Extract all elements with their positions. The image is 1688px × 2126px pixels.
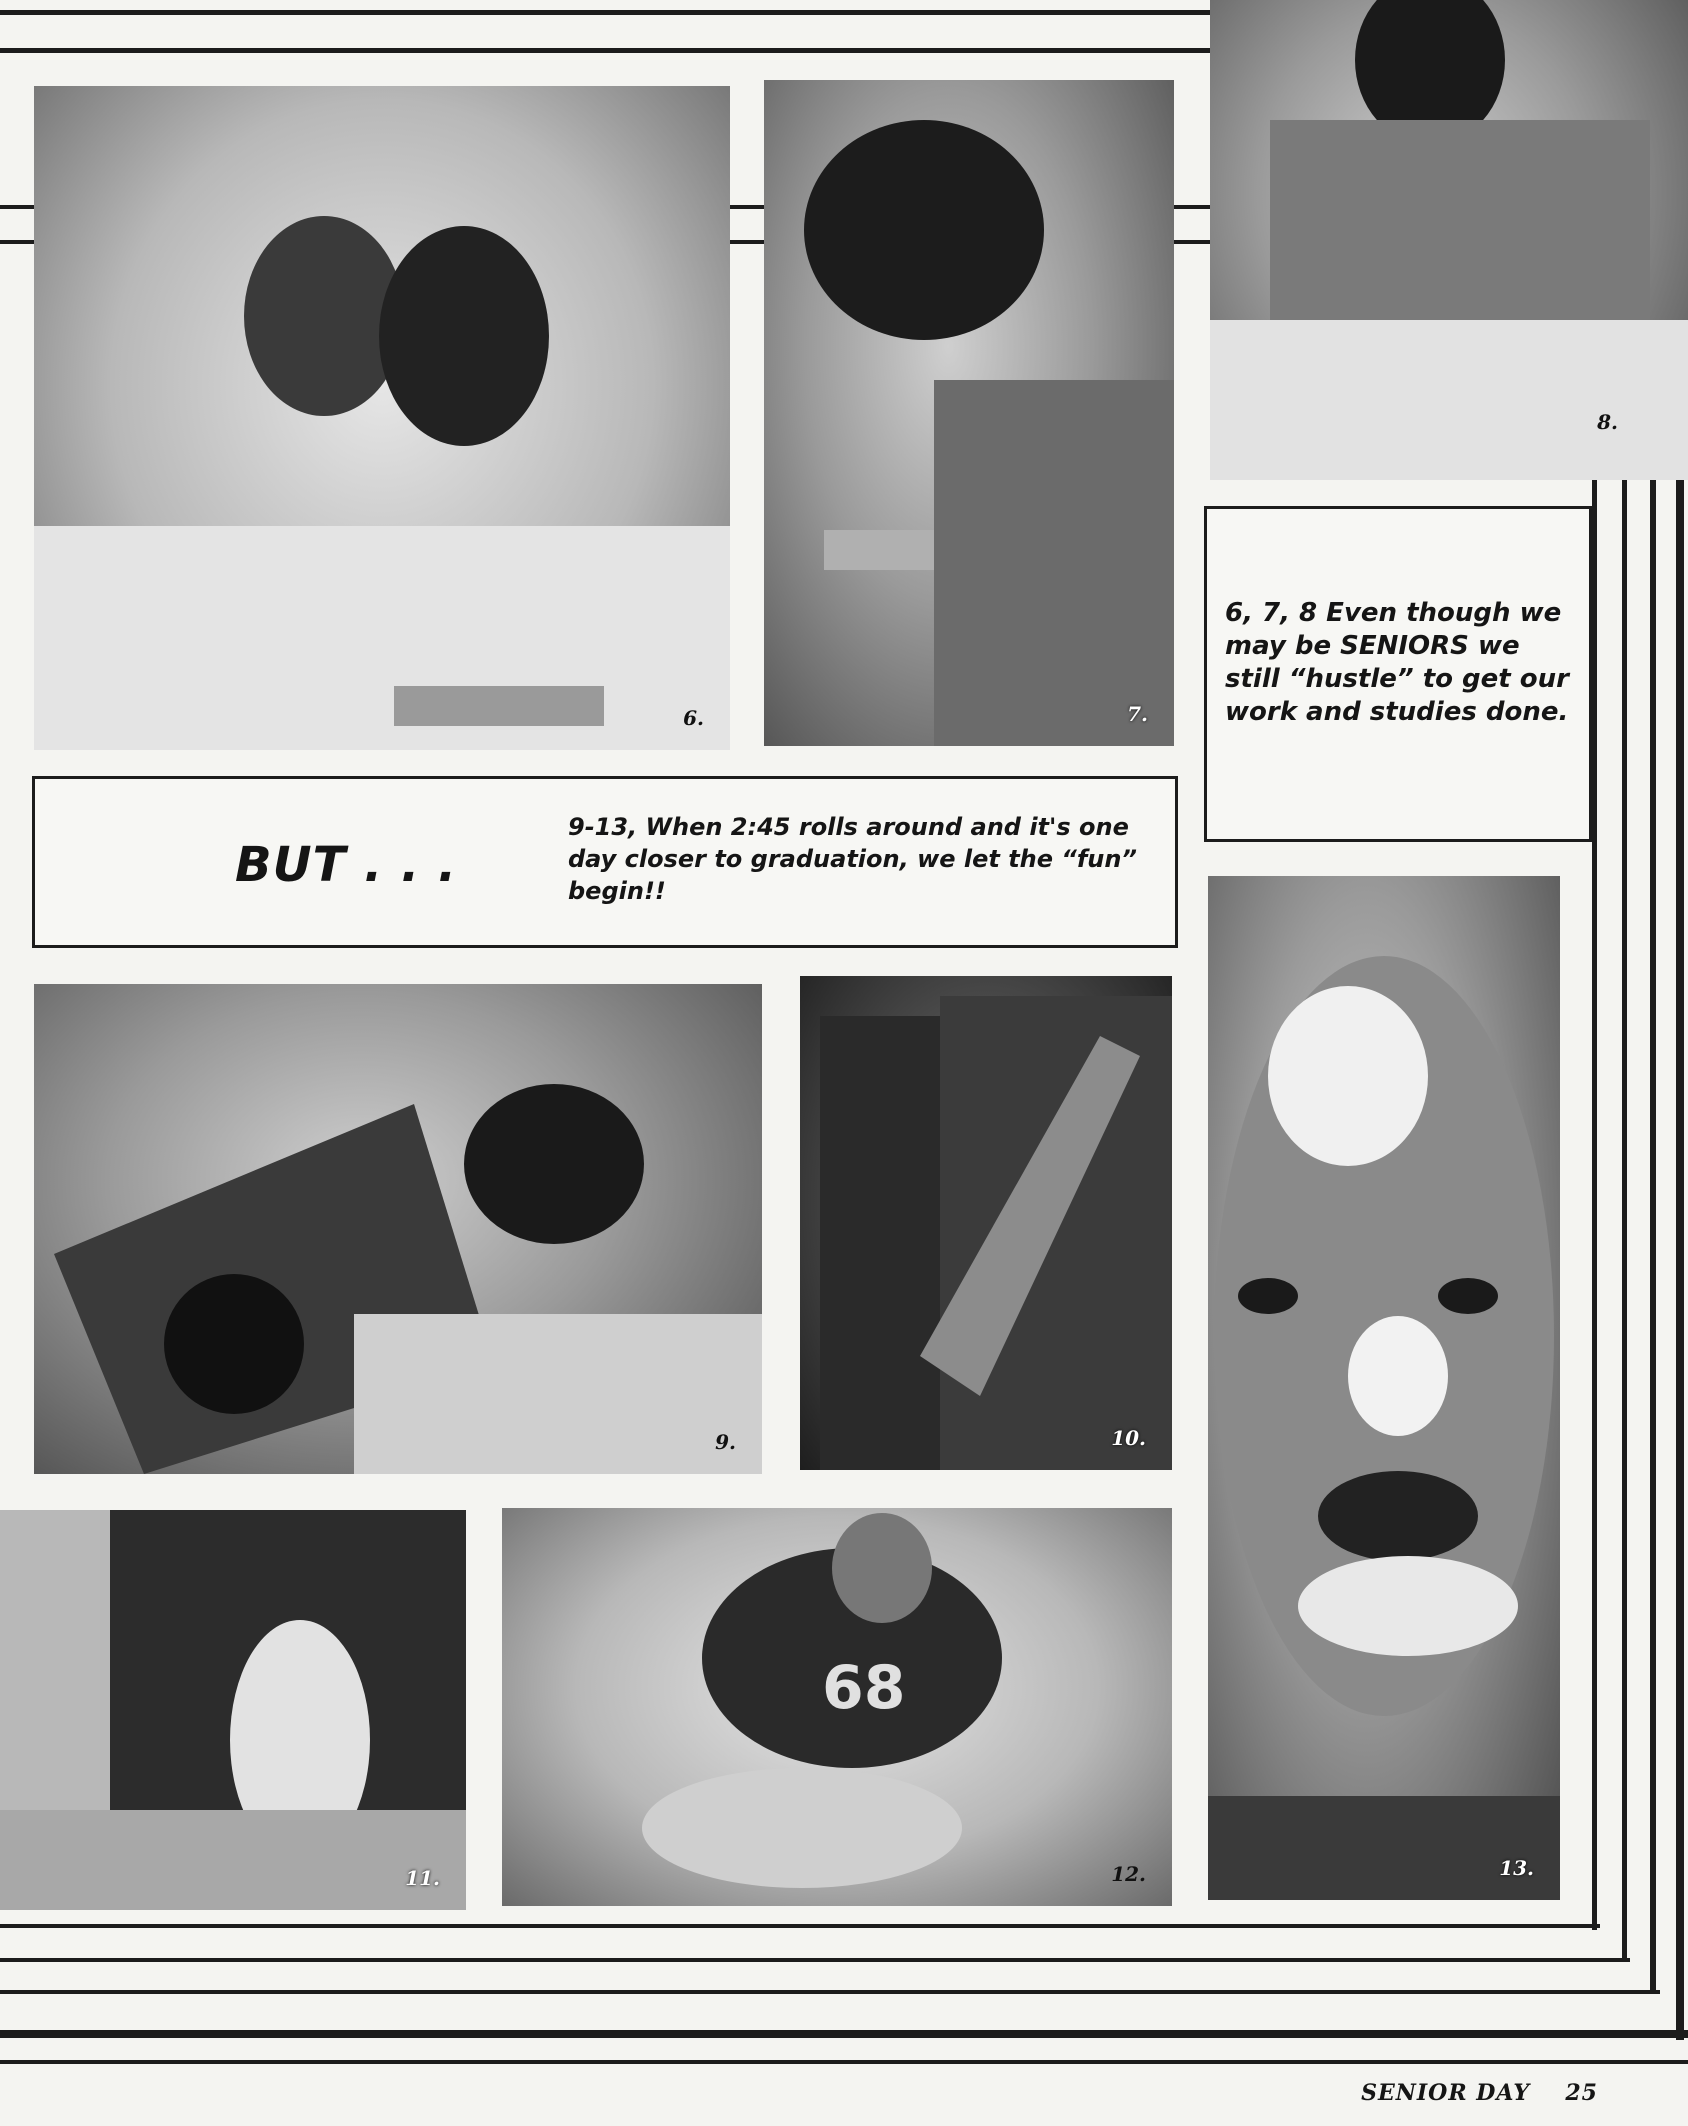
caption-box-but xyxy=(32,776,1178,948)
photo-8-image xyxy=(1210,0,1688,480)
photo-12-football-jersey xyxy=(502,1508,1172,1906)
photo-number: 9. xyxy=(715,1430,736,1454)
photo-number: 12. xyxy=(1111,1862,1146,1886)
photo-number: 8. xyxy=(1597,410,1618,434)
photo-10-image xyxy=(800,976,1172,1470)
center-tick-3 xyxy=(1172,205,1212,209)
photo-7-student-typing xyxy=(764,80,1174,746)
photo-13-pie-face xyxy=(1208,876,1560,1900)
top-rule-1 xyxy=(0,10,1210,15)
center-tick-1 xyxy=(728,205,764,209)
bottom-rule-5 xyxy=(0,2060,1688,2064)
photo-7-image xyxy=(764,80,1174,746)
right-rule-3 xyxy=(1650,480,1656,1994)
photo-9-image xyxy=(34,984,762,1474)
photo-12-image xyxy=(502,1508,1172,1906)
photo-6-image xyxy=(34,86,730,750)
photo-number: 6. xyxy=(683,706,704,730)
bottom-rule-2 xyxy=(0,1958,1630,1962)
photo-number: 7. xyxy=(1127,702,1148,726)
svg-text:68: 68 xyxy=(822,1653,906,1723)
photo-number: 13. xyxy=(1499,1856,1534,1880)
photo-11-hallway xyxy=(0,1510,466,1910)
top-rule-2 xyxy=(0,48,1210,53)
photo-8-student-writing xyxy=(1210,0,1688,480)
caption-upper: 6, 7, 8 Even though we may be SENIORS we still “hustle” to get our work and studies done. xyxy=(1225,598,1569,727)
photo-6-students-at-desk xyxy=(34,86,730,750)
photo-11-image xyxy=(0,1510,466,1910)
right-rule-4 xyxy=(1676,480,1684,2040)
right-rule-1 xyxy=(1592,480,1597,1930)
bottom-rule-4 xyxy=(0,2030,1688,2038)
photo-13-image xyxy=(1208,876,1560,1900)
left-tick-2 xyxy=(0,240,34,244)
right-rule-2 xyxy=(1622,480,1627,1962)
center-tick-2 xyxy=(728,240,764,244)
footer-section-title: SENIOR DAY xyxy=(1361,2080,1531,2106)
but-heading: BUT . . . xyxy=(235,837,458,893)
bottom-rule-1 xyxy=(0,1924,1600,1928)
bottom-rule-3 xyxy=(0,1990,1660,1994)
caption-lower: 9-13, When 2:45 rolls around and it's one day closer to graduation, we let the “fun” begin!! xyxy=(568,813,1137,905)
center-tick-4 xyxy=(1172,240,1212,244)
footer-page-number: 25 xyxy=(1565,2080,1598,2106)
caption-box-upper xyxy=(1204,506,1592,842)
left-tick-1 xyxy=(0,205,34,209)
photo-10-students-at-lockers xyxy=(800,976,1172,1470)
photo-9-student-with-radio xyxy=(34,984,762,1474)
page-footer xyxy=(1361,2080,1598,2106)
photo-number: 10. xyxy=(1111,1426,1146,1450)
photo-number: 11. xyxy=(405,1866,440,1890)
